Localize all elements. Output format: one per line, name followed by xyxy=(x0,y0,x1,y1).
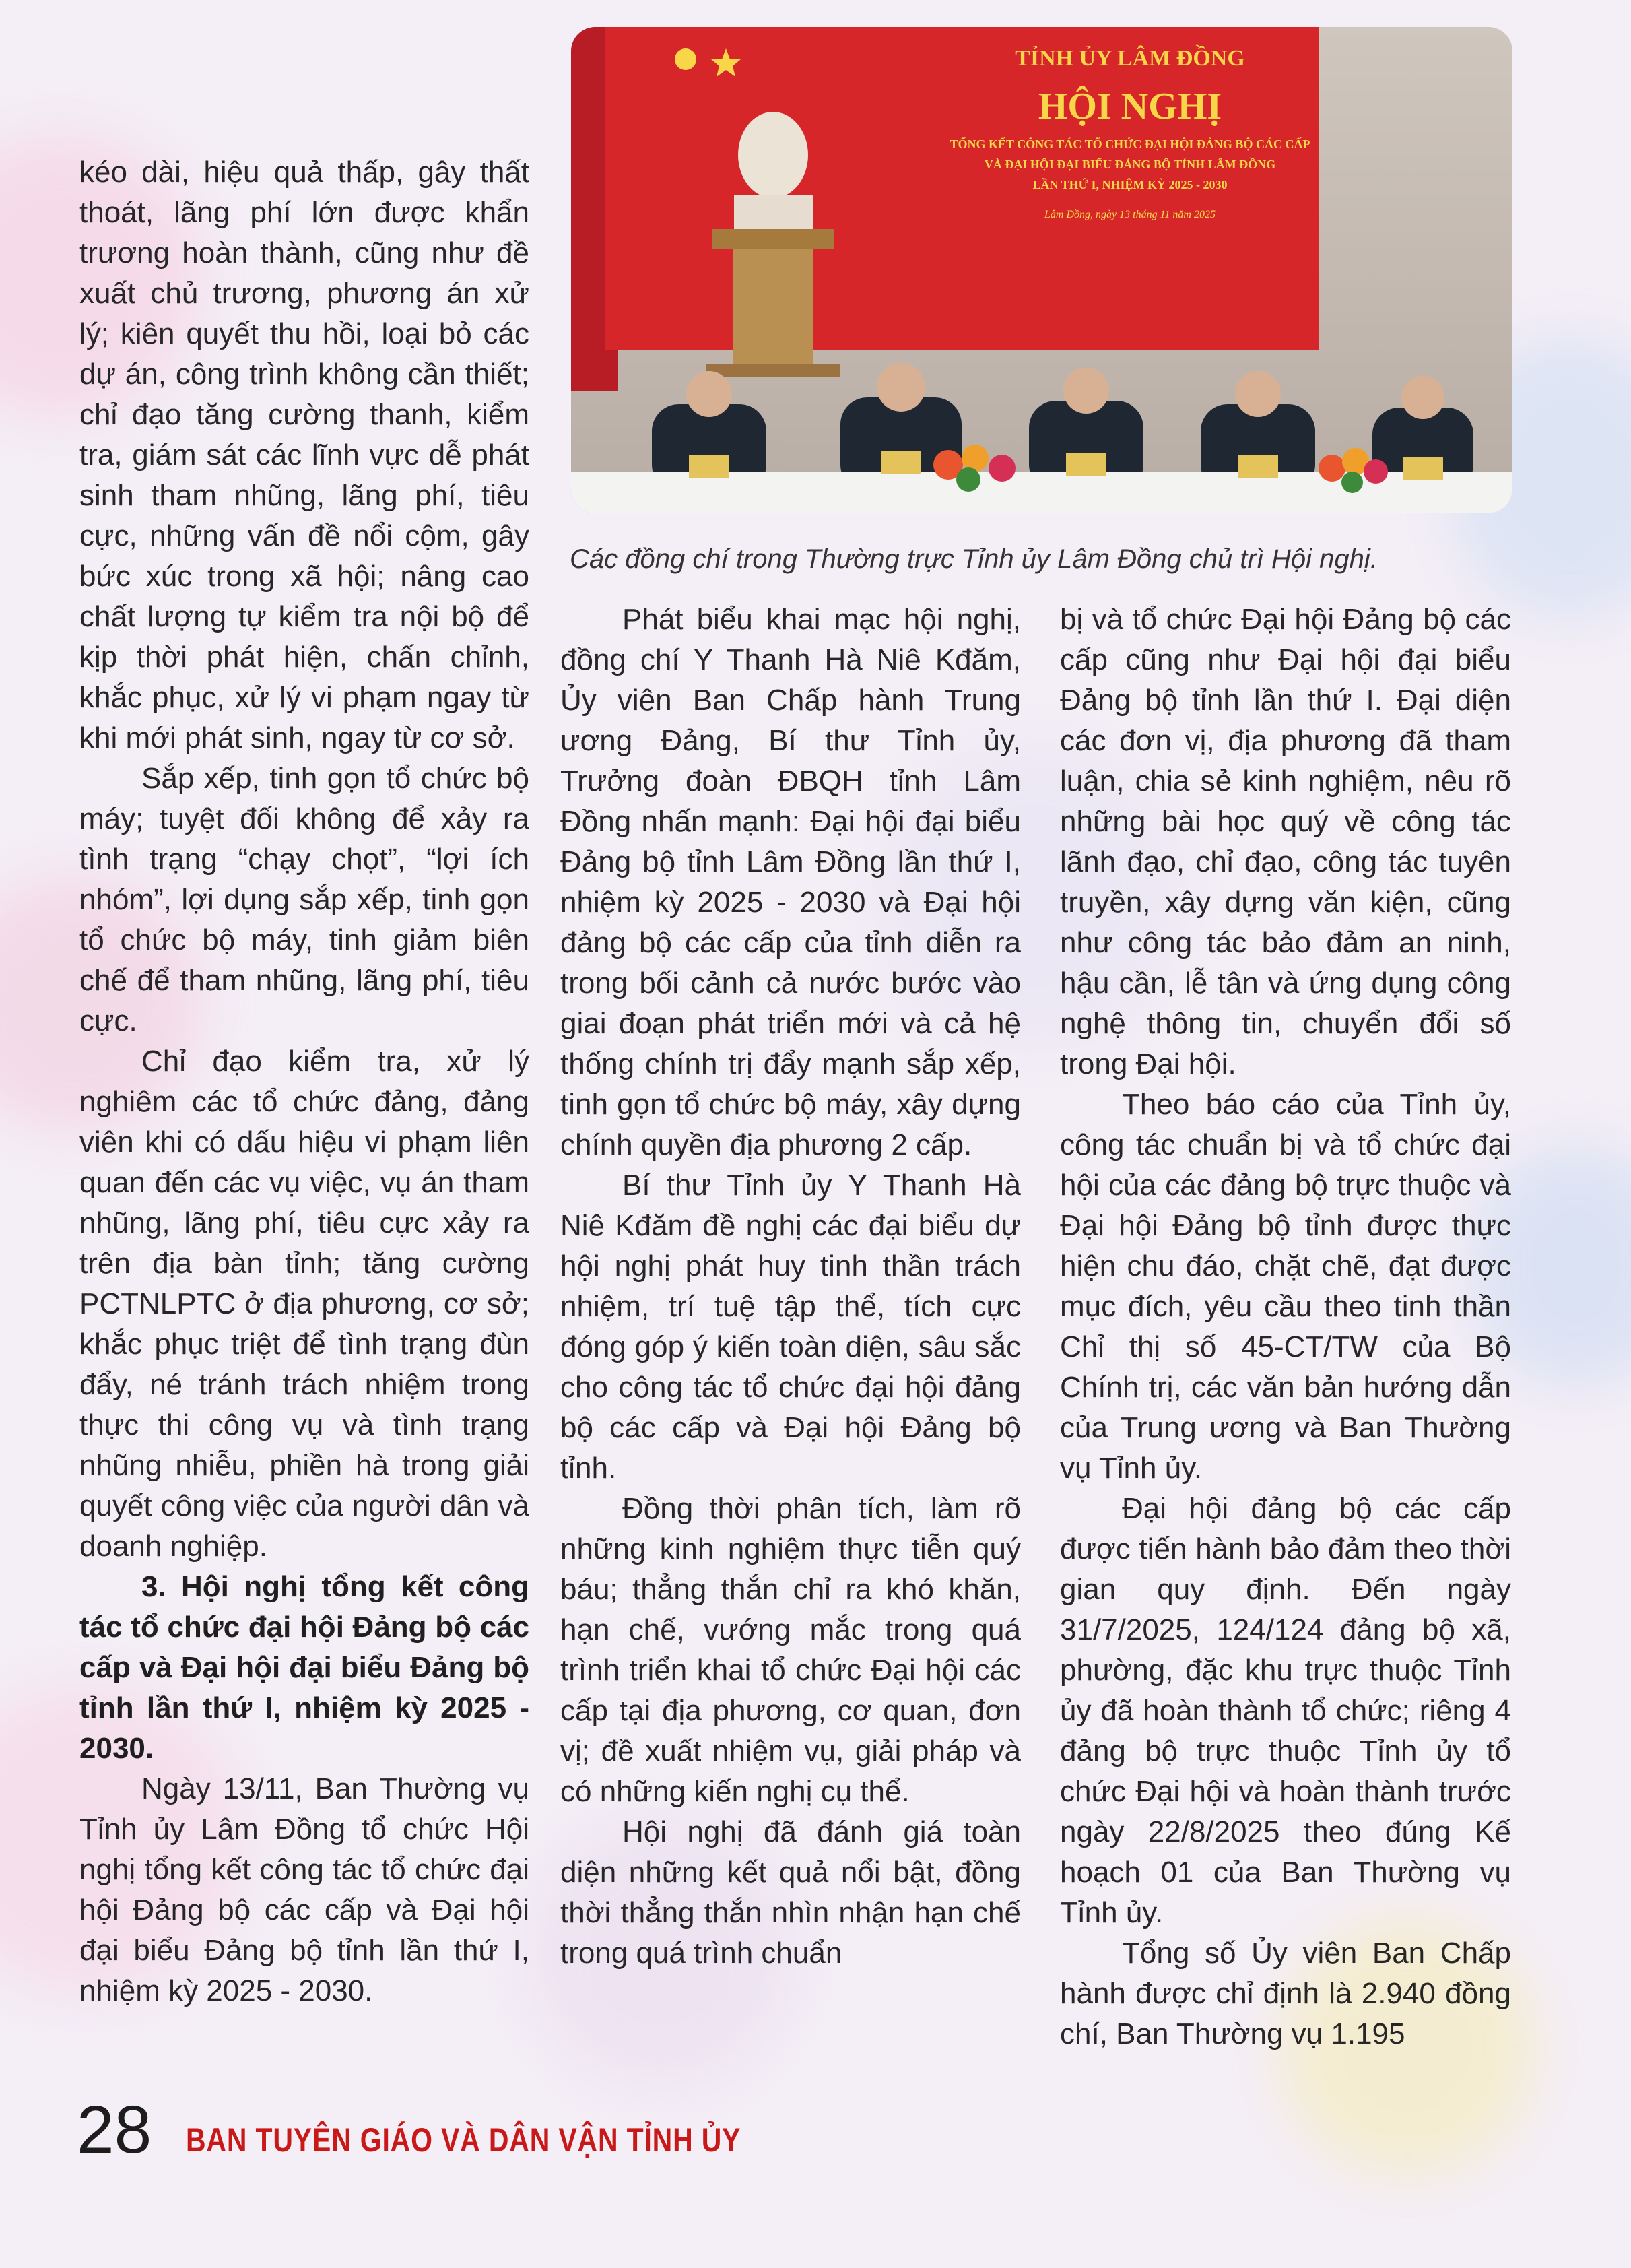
banner-title: HỘI NGHỊ xyxy=(1038,86,1222,127)
paragraph: bị và tổ chức Đại hội Đảng bộ các cấp cũng như Đại hội đại biểu Đảng bộ tỉnh lần thứ I. Đại diện các đơn vị, địa phương đã tham luận, chia sẻ kinh nghiệm, nêu rõ những bài học quý về công tác lãnh đạo, chỉ đạo, công tác tuyên truyền, xây dựng văn kiện, cũng như công tác bảo đảm an ninh, hậu cần, lễ tân và ứng dụng công nghệ thông tin, chuyển đổi số trong Đại hội. xyxy=(1060,603,1511,1080)
conference-photo xyxy=(571,27,1512,513)
paragraph: Đồng thời phân tích, làm rõ những kinh nghiệm thực tiễn quý báu; thẳng thắn chỉ ra khó khăn, hạn chế, vướng mắc trong quá trình triển khai tổ chức Đại hội các cấp tại địa phương, cơ quan, đơn vị; đề xuất nhiệm vụ, giải pháp và có những kiến nghị cụ thể. xyxy=(560,1492,1021,1808)
paragraph: Đại hội đảng bộ các cấp được tiến hành bảo đảm theo thời gian quy định. Đến ngày 31/7/2025, 124/124 đảng bộ xã, phường, đặc khu trực thuộc Tỉnh ủy đã hoàn thành tổ chức; riêng 4 đảng bộ trực thuộc Tỉnh ủy tổ chức Đại hội và hoàn thành trước ngày 22/8/2025 theo đúng Kế hoạch 01 của Ban Thường vụ Tỉnh ủy. xyxy=(1060,1492,1511,1929)
section-heading: 3. Hội nghị tổng kết công tác tổ chức đại hội Đảng bộ các cấp và Đại hội đại biểu Đảng bộ tỉnh lần thứ I, nhiệm kỳ 2025 - 2030. xyxy=(79,1570,529,1765)
banner-subtitle-1: TỔNG KẾT CÔNG TÁC TỔ CHỨC ĐẠI HỘI ĐẢNG BỘ CÁC CẤP xyxy=(950,137,1310,151)
publication-title: BAN TUYÊN GIÁO VÀ DÂN VẬN TỈNH ỦY xyxy=(186,2121,741,2159)
column-1 xyxy=(79,152,529,2011)
column-3 xyxy=(1060,600,1511,2054)
photo-caption: Các đồng chí trong Thường trực Tỉnh ủy Lâm Đồng chủ trì Hội nghị. xyxy=(570,544,1378,574)
paragraph: Sắp xếp, tinh gọn tổ chức bộ máy; tuyệt đối không để xảy ra tình trạng “chạy chọt”, “lợi ích nhóm”, lợi dụng sắp xếp, tinh gọn tổ chức bộ máy, tinh giảm biên chế để tham nhũng, lãng phí, tiêu cực. xyxy=(79,762,529,1037)
paragraph: Phát biểu khai mạc hội nghị, đồng chí Y Thanh Hà Niê Kđăm, Ủy viên Ban Chấp hành Trung ương Đảng, Bí thư Tỉnh ủy, Trưởng đoàn ĐBQH tỉnh Lâm Đồng nhấn mạnh: Đại hội đại biểu Đảng bộ tỉnh Lâm Đồng lần thứ I, nhiệm kỳ 2025 - 2030 và Đại hội đảng bộ các cấp của tỉnh diễn ra trong bối cảnh cả nước bước vào giai đoạn phát triển mới và cả hệ thống chính trị đẩy mạnh sắp xếp, tinh gọn tổ chức bộ máy, xây dựng chính quyền địa phương 2 cấp. xyxy=(560,603,1021,1161)
banner-date: Lâm Đồng, ngày 13 tháng 11 năm 2025 xyxy=(1044,209,1216,220)
paragraph: Chỉ đạo kiểm tra, xử lý nghiêm các tổ chức đảng, đảng viên khi có dấu hiệu vi phạm liên quan đến các vụ việc, vụ án tham nhũng, lãng phí, tiêu cực xảy ra trên địa bàn tỉnh; tăng cường PCTNLPTC ở địa phương, cơ sở; khắc phục triệt để tình trạng đùn đẩy, né tránh trách nhiệm trong thực thi công vụ và tình trạng nhũng nhiễu, phiền hà trong giải quyết công việc của người dân và doanh nghiệp. xyxy=(79,1045,529,1563)
banner-subtitle-3: LẦN THỨ I, NHIỆM KỲ 2025 - 2030 xyxy=(1032,178,1228,191)
paragraph: Bí thư Tỉnh ủy Y Thanh Hà Niê Kđăm đề nghị các đại biểu dự hội nghị phát huy tinh thần trách nhiệm, trí tuệ tập thể, tích cực đóng góp ý kiến toàn diện, sâu sắc cho công tác tổ chức đại hội đảng bộ các cấp và Đại hội Đảng bộ tỉnh. xyxy=(560,1169,1021,1485)
banner-org: TỈNH ỦY LÂM ĐỒNG xyxy=(1015,46,1245,71)
column-2 xyxy=(560,600,1021,1974)
banner-subtitle-2: VÀ ĐẠI HỘI ĐẠI BIỂU ĐẢNG BỘ TỈNH LÂM ĐỒNG xyxy=(984,158,1276,171)
paragraph: kéo dài, hiệu quả thấp, gây thất thoát, lãng phí lớn được khẩn trương hoàn thành, cũng như đề xuất chủ trương, phương án xử lý; kiên quyết thu hồi, loại bỏ các dự án, công trình không cần thiết; chỉ đạo tăng cường thanh, kiểm tra, giám sát các lĩnh vực dễ phát sinh tham nhũng, lãng phí, tiêu cực, những vấn đề nổi cộm, gây bức xúc trong xã hội; nâng cao chất lượng tự kiểm tra nội bộ để kịp thời phát hiện, chấn chỉnh, khắc phục, xử lý vi phạm ngay từ khi mới phát sinh, ngay từ cơ sở. xyxy=(79,156,529,754)
paragraph: Ngày 13/11, Ban Thường vụ Tỉnh ủy Lâm Đồng tổ chức Hội nghị tổng kết công tác tổ chức đại hội Đảng bộ các cấp và Đại hội đại biểu Đảng bộ tỉnh lần thứ I, nhiệm kỳ 2025 - 2030. xyxy=(79,1772,529,2007)
page-number: 28 xyxy=(77,2092,152,2168)
paragraph: Theo báo cáo của Tỉnh ủy, công tác chuẩn bị và tổ chức đại hội của các đảng bộ trực thuộc và Đại hội Đảng bộ tỉnh được thực hiện chu đáo, chặt chẽ, đạt được mục đích, yêu cầu theo tinh thần Chỉ thị số 45-CT/TW của Bộ Chính trị, các văn bản hướng dẫn của Trung ương và Ban Thường vụ Tỉnh ủy. xyxy=(1060,1088,1511,1485)
paragraph: Tổng số Ủy viên Ban Chấp hành được chỉ định là 2.940 đồng chí, Ban Thường vụ 1.195 xyxy=(1060,1937,1511,2050)
paragraph: Hội nghị đã đánh giá toàn diện những kết quả nổi bật, đồng thời thẳng thắn nhìn nhận hạn chế trong quá trình chuẩn xyxy=(560,1815,1021,1970)
